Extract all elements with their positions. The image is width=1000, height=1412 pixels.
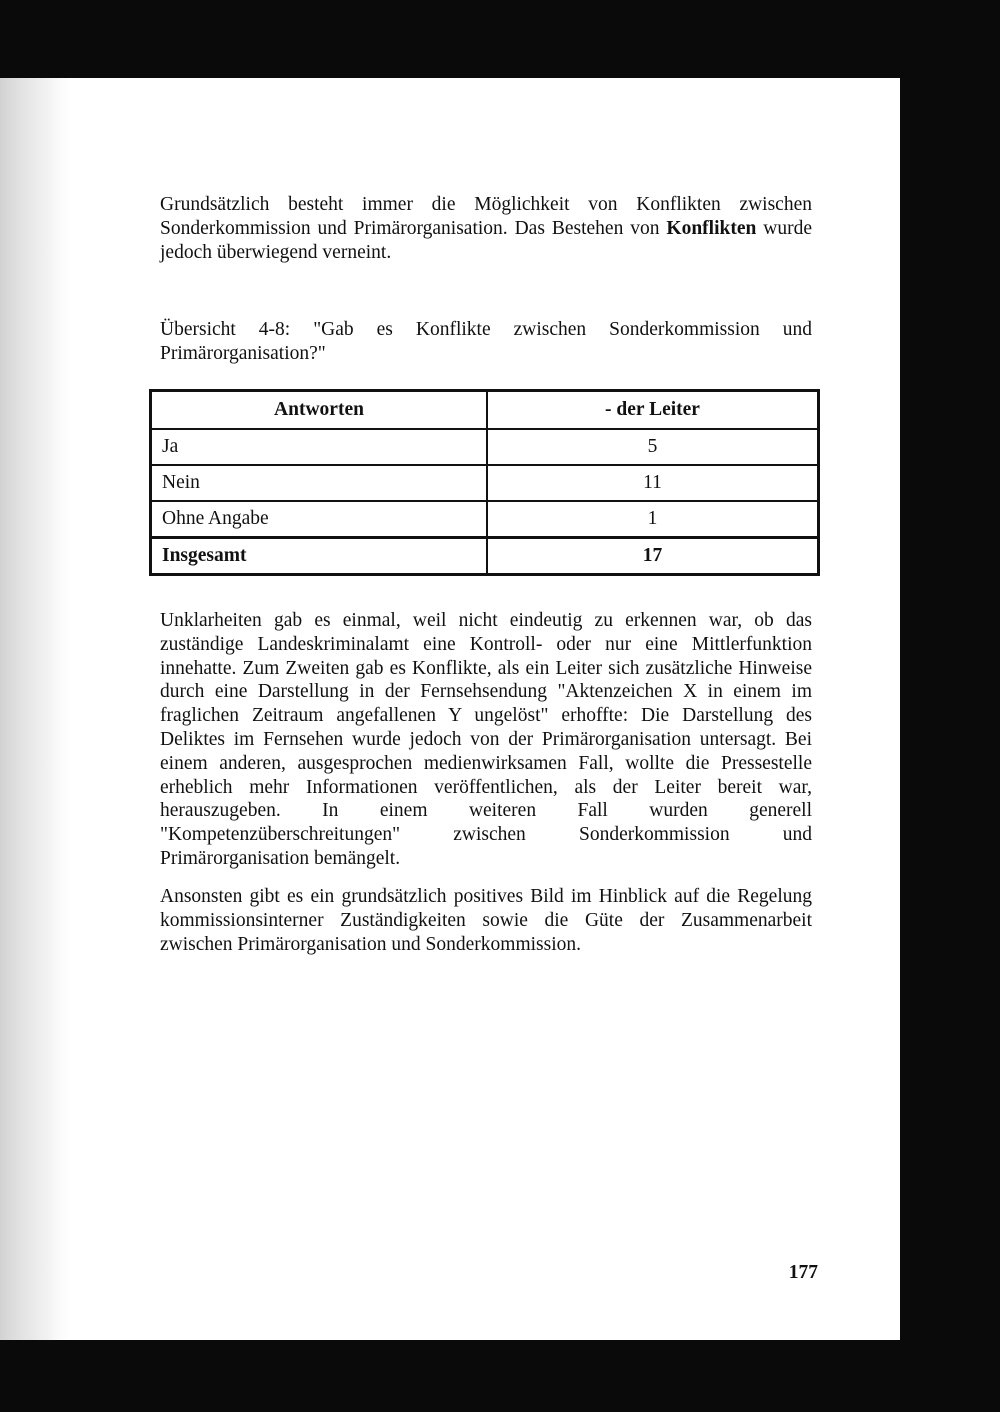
table-cell-answer: Ohne Angabe	[151, 501, 488, 538]
summary-paragraph: Ansonsten gibt es ein grundsätzlich positives Bild im Hinblick auf die Regelung kommissionsinterner Zuständigkeiten sowie die Güte der Zusammenarbeit zwischen Primärorganisation und Sonderkommission.	[160, 886, 812, 955]
table-caption: Übersicht 4-8: "Gab es Konflikte zwischen Sonderkommission und Primärorganisation?"	[160, 319, 812, 364]
table-header-row	[151, 391, 819, 430]
table-cell-answer: Nein	[151, 465, 488, 501]
survey-table	[149, 389, 820, 576]
table-cell-count: 5	[487, 429, 819, 465]
page-number: 177	[788, 1262, 818, 1283]
intro-paragraph	[160, 193, 812, 264]
intro-text-start: Grundsätzlich besteht immer die Möglichkeit von Konflikten zwischen Sonderkommission und Primärorganisation. Das Bestehen von	[160, 194, 812, 239]
table-header-leaders: - der Leiter	[487, 391, 819, 430]
table-total-label: Insgesamt	[151, 538, 488, 575]
table-total-count: 17	[487, 538, 819, 575]
intro-bold-term: Konflikten	[666, 217, 757, 239]
table-row	[151, 465, 819, 501]
table-cell-count: 11	[487, 465, 819, 501]
table-total-row	[151, 538, 819, 575]
intro-text-end: wurde jedoch überwiegend verneint.	[160, 217, 812, 263]
conflicts-paragraph: Unklarheiten gab es einmal, weil nicht eindeutig zu erkennen war, ob das zuständige Landeskriminalamt eine Kontroll- oder nur eine Mittlerfunktion innehatte. Zum Zweiten gab es Konflikte, als ein Leiter sich zusätzliche Hinweise durch eine Darstellung in der Fernsehsendung "Aktenzeichen X in einem im fraglichen Zeitraum angefallenen Y ungelöst" erhoffte: Die Darstellung des Deliktes im Fernsehen wurde jedoch von der Primärorganisation untersagt. Bei einem anderen, ausgesprochen medienwirksamen Fall, wollte die Pressestelle erheblich mehr Informationen veröffentlichen, als der Leiter bereit war, herauszugeben. In einem weiteren Fall wurden generell "Kompetenzüberschreitungen" zwischen Sonderkommission und Primärorganisation bemängelt.	[160, 610, 812, 869]
table-header-answers: Antworten	[151, 391, 488, 430]
table-row	[151, 501, 819, 538]
table-cell-answer: Ja	[151, 429, 488, 465]
gutter-shadow	[0, 78, 52, 1340]
table-row	[151, 429, 819, 465]
table-cell-count: 1	[487, 501, 819, 538]
